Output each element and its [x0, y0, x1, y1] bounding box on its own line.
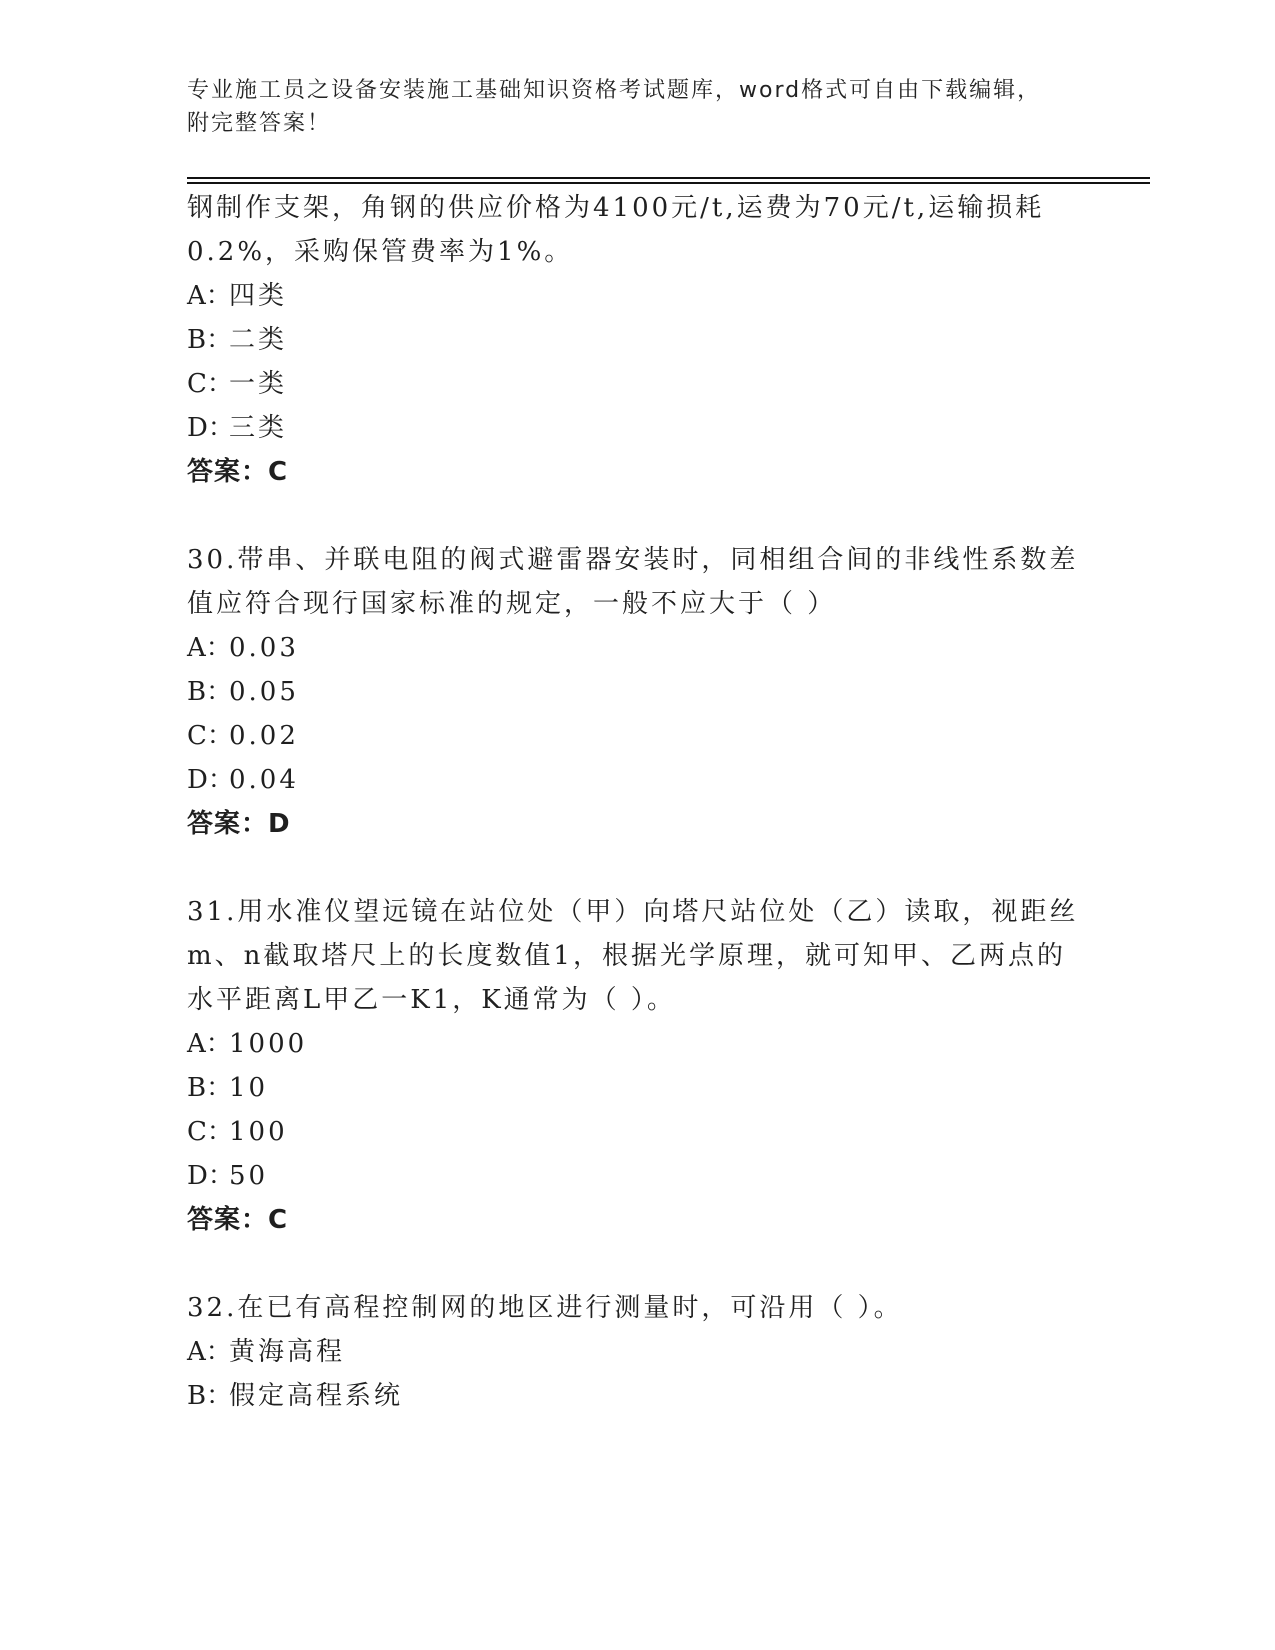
question-30-stem-line-2: 值应符合现行国家标准的规定，一般不应大于（ ） — [187, 589, 837, 619]
option-text: 10 — [229, 1073, 269, 1103]
question-32-stem-line-1: 32.在已有高程控制网的地区进行测量时，可沿用（ ）。 — [187, 1293, 903, 1323]
option-key: A： — [187, 281, 232, 311]
option-text: 三类 — [229, 413, 288, 443]
option-text: 黄海高程 — [229, 1337, 346, 1367]
option-key: C： — [187, 721, 233, 751]
option-text: 0.03 — [229, 633, 299, 663]
question-32-option-a — [187, 1337, 345, 1367]
option-key: A： — [187, 633, 232, 663]
option-text: 假定高程系统 — [229, 1381, 404, 1411]
document-header — [187, 74, 1087, 140]
option-text: 0.02 — [229, 721, 299, 751]
question-31-stem-line-2: m、n截取塔尺上的长度数值1，根据光学原理，就可知甲、乙两点的 — [187, 941, 1066, 971]
header-divider-bottom — [187, 182, 1150, 184]
option-text: 二类 — [229, 325, 288, 355]
question-31-stem-line-1: 31.用水准仪望远镜在站位处（甲）向塔尺站位处（乙）读取，视距丝 — [187, 897, 1079, 927]
question-31-option-b — [187, 1073, 268, 1103]
option-text: 100 — [229, 1117, 288, 1147]
header-line-2: 附完整答案！ — [187, 111, 332, 136]
question-31-option-d — [187, 1161, 268, 1191]
question-30-answer: 答案：D — [187, 809, 291, 839]
option-key: D： — [187, 765, 234, 795]
question-31-option-c — [187, 1117, 288, 1147]
question-29-option-b — [187, 325, 287, 355]
question-30-option-d — [187, 765, 299, 795]
question-29-option-a — [187, 281, 287, 311]
question-29-stem-line-2: 0.2%，采购保管费率为1%。 — [187, 237, 574, 267]
option-key: D： — [187, 1161, 234, 1191]
option-text: 四类 — [229, 281, 288, 311]
option-key: B： — [187, 1073, 233, 1103]
question-31-answer: 答案：C — [187, 1205, 289, 1235]
question-31-option-a — [187, 1029, 307, 1059]
option-key: D： — [187, 413, 234, 443]
question-30-option-c — [187, 721, 299, 751]
question-29-option-d — [187, 413, 287, 443]
header-divider-top — [187, 177, 1150, 179]
question-32-option-b — [187, 1381, 403, 1411]
option-key: A： — [187, 1337, 232, 1367]
question-30-stem-line-1: 30.带串、并联电阻的阀式避雷器安装时，同相组合间的非线性系数差 — [187, 545, 1079, 575]
option-key: B： — [187, 325, 233, 355]
option-text: 50 — [229, 1161, 269, 1191]
option-key: C： — [187, 369, 233, 399]
option-key: B： — [187, 677, 233, 707]
question-29-option-c — [187, 369, 287, 399]
question-31-stem-line-3: 水平距离L甲乙一K1，K通常为（ ）。 — [187, 985, 676, 1015]
header-line-1: 专业施工员之设备安装施工基础知识资格考试题库，word格式可自由下载编辑， — [187, 78, 1042, 103]
option-key: B： — [187, 1381, 233, 1411]
option-text: 一类 — [229, 369, 288, 399]
question-30-option-b — [187, 677, 299, 707]
option-text: 0.04 — [229, 765, 299, 795]
option-key: C： — [187, 1117, 233, 1147]
option-key: A： — [187, 1029, 232, 1059]
option-text: 1000 — [229, 1029, 308, 1059]
question-30-option-a — [187, 633, 299, 663]
question-29-answer: 答案：C — [187, 457, 289, 487]
question-29-stem-line-1: 钢制作支架，角钢的供应价格为4100元/t,运费为70元/t,运输损耗 — [187, 193, 1045, 223]
option-text: 0.05 — [229, 677, 299, 707]
